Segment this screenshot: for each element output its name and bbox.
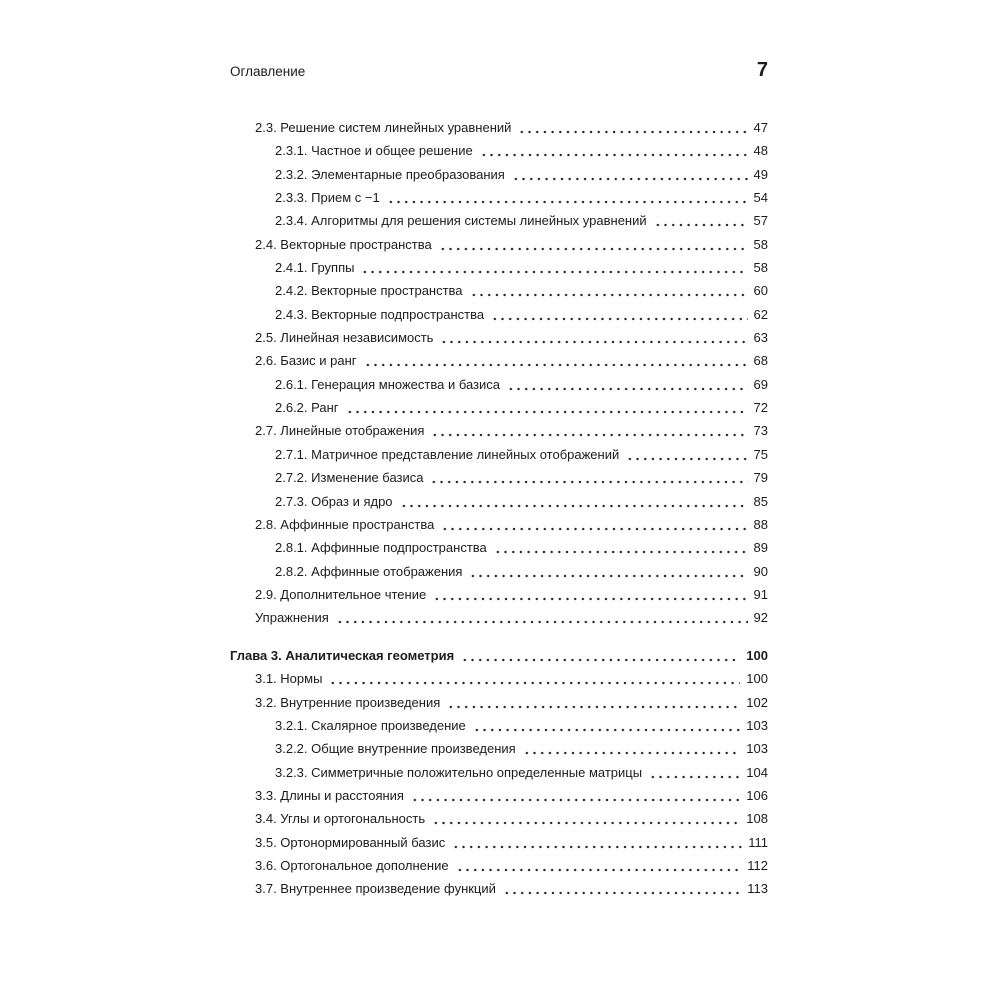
toc-entry (230, 714, 768, 737)
toc-entry-page-number: 75 (753, 446, 768, 462)
toc-entry-page-number: 72 (753, 400, 768, 416)
toc-entry-page-number: 69 (753, 376, 768, 392)
toc-entry (230, 466, 768, 489)
dot-leader (439, 233, 748, 256)
dot-leader (512, 163, 748, 186)
toc-entry-page-number: 49 (753, 166, 768, 182)
toc-entry (230, 691, 768, 714)
toc-entry-title: 2.4.3. Векторные подпространства (275, 306, 485, 322)
toc-entry-title: 3.6. Ортогональное дополнение (255, 858, 449, 874)
toc-entry (230, 854, 768, 877)
toc-entry (230, 209, 768, 232)
toc-entry-title: 2.4.2. Векторные пространства (275, 283, 463, 299)
toc-entry (230, 877, 768, 900)
toc-entry-title: 2.5. Линейная независимость (255, 330, 434, 346)
toc-entry (230, 419, 768, 442)
toc-entry (230, 513, 768, 536)
toc-entry-title: 2.3.4. Алгоритмы для решения системы линейных уравнений (275, 213, 647, 229)
toc-entry-page-number: 88 (753, 516, 768, 532)
toc-entry-page-number: 100 (746, 671, 768, 687)
dot-leader (491, 303, 747, 326)
toc-entry-title: 2.3. Решение систем линейных уравнений (255, 120, 512, 135)
toc-entry-title: 3.2.1. Скалярное произведение (275, 718, 466, 734)
dot-leader (387, 186, 748, 209)
toc-entry-title: 3.3. Длины и расстояния (255, 788, 404, 804)
dot-leader (361, 256, 747, 279)
toc-entry-title: 2.3.3. Прием с −1 (275, 190, 380, 206)
toc-entry (230, 831, 768, 854)
toc-entry (230, 490, 768, 513)
toc-entry-page-number: 103 (746, 741, 768, 757)
toc-entry-page-number: 48 (753, 143, 768, 159)
toc-entry (230, 784, 768, 807)
toc-entry-page-number: 63 (753, 330, 768, 346)
toc-entry-title: 2.8.1. Аффинные подпространства (275, 540, 487, 556)
toc-entry-title: 2.3.1. Частное и общее решение (275, 143, 473, 159)
toc-entry-title: 2.7. Линейные отображения (255, 423, 425, 439)
toc-entry-page-number: 92 (753, 610, 768, 626)
toc-entry (230, 443, 768, 466)
dot-leader (470, 279, 748, 302)
toc-entry (230, 373, 768, 396)
toc-entry-page-number: 73 (753, 423, 768, 439)
toc-entry-page-number: 103 (746, 718, 768, 734)
toc-entry-title: 3.7. Внутреннее произведение функций (255, 881, 496, 897)
toc-entry-page-number: 57 (753, 213, 768, 229)
toc-group (230, 116, 768, 630)
toc-entry-page-number: 58 (753, 236, 768, 252)
dot-leader (626, 443, 747, 466)
toc-entry (230, 326, 768, 349)
toc-entry-title: 3.2.3. Симметричные положительно определенные матрицы (275, 764, 643, 780)
toc-entry-page-number: 106 (746, 788, 768, 804)
toc-entry-title: 2.7.3. Образ и ядро (275, 493, 393, 509)
dot-leader (432, 807, 740, 830)
dot-leader (346, 396, 748, 419)
toc-entry-title: 2.9. Дополнительное чтение (255, 586, 427, 602)
toc-entry (230, 116, 768, 139)
toc-entry (230, 761, 768, 784)
dot-leader (461, 644, 740, 667)
dot-leader (329, 667, 740, 690)
dot-leader (507, 373, 748, 396)
toc-entry-page-number: 68 (753, 353, 768, 369)
dot-leader (430, 466, 747, 489)
toc-entry-page-number: 91 (753, 586, 768, 602)
dot-leader (654, 209, 748, 232)
toc-entry (230, 233, 768, 256)
toc-entry-title: 2.6.2. Ранг (275, 400, 339, 416)
toc-entry-page-number: 112 (747, 858, 768, 874)
toc-entry (230, 163, 768, 186)
dot-leader (400, 490, 748, 513)
toc-entry (230, 256, 768, 279)
toc-entry-title: Глава 3. Аналитическая геометрия (230, 648, 455, 663)
page-number: 7 (756, 59, 768, 81)
toc-entry (230, 807, 768, 830)
dot-leader (431, 419, 747, 442)
dot-leader (452, 831, 742, 854)
toc-entry-page-number: 79 (753, 470, 768, 486)
toc-entry (230, 560, 768, 583)
toc-entry-page-number: 100 (746, 648, 768, 663)
toc-entry-title: 3.2. Внутренние произведения (255, 694, 441, 710)
toc-entry-page-number: 54 (753, 190, 768, 206)
toc-entry-title: 2.7.2. Изменение базиса (275, 470, 424, 486)
toc-entry-title: 2.3.2. Элементарные преобразования (275, 166, 505, 182)
toc-entry-page-number: 62 (753, 306, 768, 322)
toc-entry (230, 396, 768, 419)
toc-entry-page-number: 60 (753, 283, 768, 299)
toc-entry-page-number: 113 (747, 881, 768, 897)
toc-entry-title: 2.4. Векторные пространства (255, 236, 432, 252)
toc-entry (230, 667, 768, 690)
dot-leader (473, 714, 741, 737)
toc-entry-page-number: 89 (753, 540, 768, 556)
toc-entry (230, 279, 768, 302)
dot-leader (336, 606, 748, 629)
toc-entry (230, 139, 768, 162)
toc-entry-page-number: 85 (753, 493, 768, 509)
toc-entry-page-number: 108 (746, 811, 768, 827)
running-header-title: Оглавление (230, 64, 306, 79)
toc-entry (230, 349, 768, 372)
toc-entry-page-number: 104 (746, 764, 768, 780)
toc-entry-title: 3.2.2. Общие внутренние произведения (275, 741, 516, 757)
toc-entry-title: 2.8.2. Аффинные отображения (275, 563, 463, 579)
toc-entry-page-number: 90 (753, 563, 768, 579)
dot-leader (494, 536, 748, 559)
toc-entry-title: 3.1. Нормы (255, 671, 323, 687)
toc-entry-page-number: 58 (753, 260, 768, 276)
toc-chapter-heading (230, 644, 768, 667)
dot-leader (518, 116, 747, 139)
toc-entry (230, 536, 768, 559)
dot-leader (447, 691, 740, 714)
toc-entry-title: 2.7.1. Матричное представление линейных отображений (275, 446, 620, 462)
dot-leader (433, 583, 747, 606)
dot-leader (441, 513, 747, 536)
toc-entry (230, 606, 768, 629)
toc-entry-title: 3.4. Углы и ортогональность (255, 811, 426, 827)
toc-entry-title: 2.6.1. Генерация множества и базиса (275, 376, 501, 392)
toc-entry-title: 2.4.1. Группы (275, 260, 355, 276)
dot-leader (411, 784, 740, 807)
toc-entry-page-number: 102 (746, 694, 768, 710)
dot-leader (456, 854, 742, 877)
toc-entry (230, 303, 768, 326)
dot-leader (523, 737, 741, 760)
toc-entry-title: 3.5. Ортонормированный базис (255, 834, 446, 850)
toc-entry-title: Упражнения (255, 610, 329, 626)
dot-leader (469, 560, 747, 583)
toc-entry (230, 737, 768, 760)
toc-group (230, 644, 768, 901)
dot-leader (480, 139, 748, 162)
dot-leader (649, 761, 740, 784)
dot-leader (503, 877, 741, 900)
toc-entry-title: 2.8. Аффинные пространства (255, 516, 435, 532)
toc-entry-title: 2.6. Базис и ранг (255, 353, 357, 369)
dot-leader (440, 326, 747, 349)
toc-entry (230, 583, 768, 606)
toc-entry-page-number: 111 (748, 834, 768, 850)
toc-entry-page-number: 47 (753, 120, 768, 135)
dot-leader (364, 349, 748, 372)
toc-entry (230, 186, 768, 209)
